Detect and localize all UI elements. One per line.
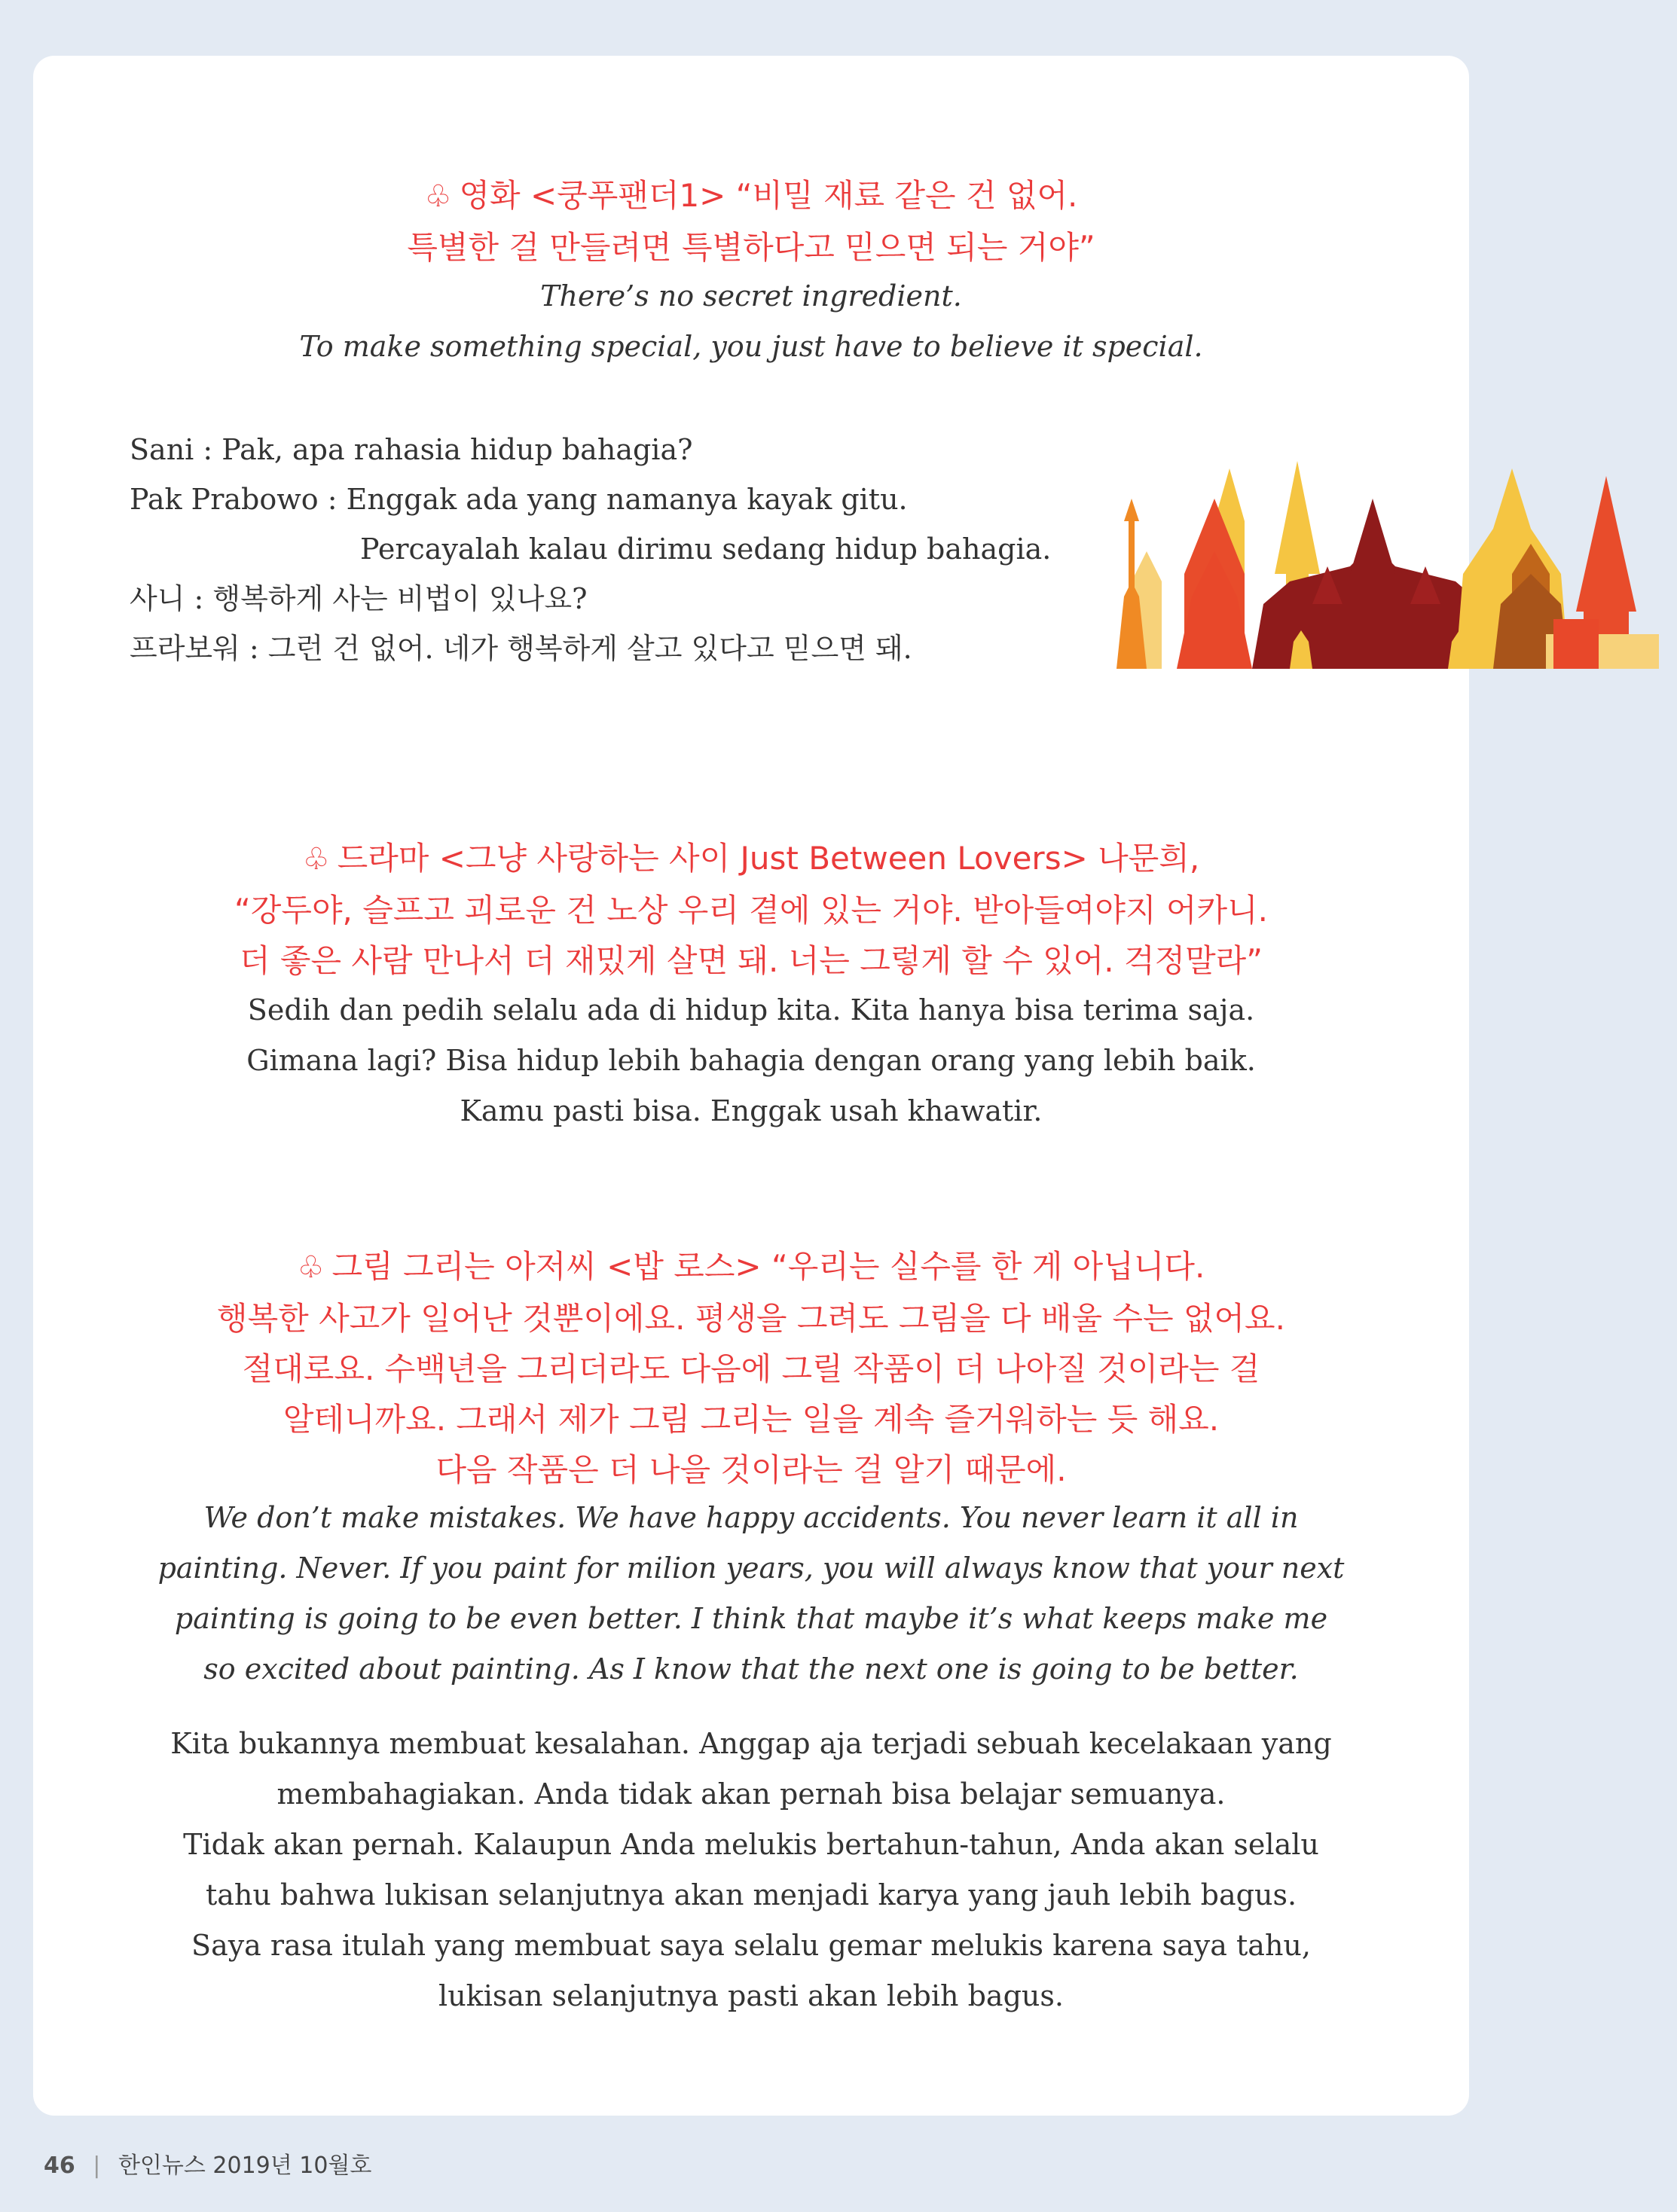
drama-korean-quote	[33, 833, 1469, 986]
bobross-korean-line: 행복한 사고가 일어난 것뿐이에요. 평생을 그려도 그림을 다 배울 수는 없어요.	[217, 1300, 1285, 1337]
page-card	[33, 56, 1469, 2116]
kungfu-korean-line-2: 특별한 걸 만들려면 특별하다고 믿으면 되는 거야”	[407, 229, 1095, 266]
bobross-korean-line: 알테니까요. 그래서 제가 그림 그리는 일을 계속 즐거워하는 듯 해요.	[283, 1401, 1220, 1438]
drama-korean-line-2: “강두야, 슬프고 괴로운 건 노상 우리 곁에 있는 거야. 받아들여야지 어카니.	[234, 892, 1268, 929]
bobross-korean-line-1: 그림 그리는 아저씨 <밥 로스> “우리는 실수를 한 게 아닙니다.	[331, 1248, 1205, 1285]
kungfu-english-quote	[33, 271, 1469, 372]
club-icon: ♧	[302, 842, 330, 877]
page-footer	[44, 2146, 371, 2180]
dialogue-line: Pak Prabowo : Enggak ada yang namanya kayak gitu.	[130, 483, 908, 516]
kungfu-korean-quote	[33, 170, 1469, 273]
publication-title: 한인뉴스 2019년 10월호	[118, 2153, 372, 2179]
dialogue-line: 프라보워 : 그런 건 없어. 네가 행복하게 살고 있다고 믿으면 돼.	[130, 632, 912, 665]
bobross-english-line: so excited about painting. As I know that the next one is going to be better.	[203, 1652, 1299, 1686]
bobross-english-line: painting is going to be even better. I think that maybe it’s what keeps make me	[174, 1602, 1328, 1635]
kungfu-english-line-1: There’s no secret ingredient.	[540, 279, 962, 313]
bobross-indonesian-line: Saya rasa itulah yang membuat saya selalu gemar melukis karena saya tahu,	[191, 1929, 1311, 1962]
bobross-korean-line: 절대로요. 수백년을 그리더라도 다음에 그릴 작품이 더 나아질 것이라는 걸	[242, 1350, 1260, 1387]
bobross-indonesian-line: membahagiakan. Anda tidak akan pernah bisa belajar semuanya.	[276, 1777, 1226, 1811]
dialogue-line: 사니 : 행복하게 사는 비법이 있나요?	[130, 582, 588, 615]
footer-separator: |	[93, 2153, 101, 2179]
bobross-english-quote	[33, 1493, 1469, 1695]
drama-indonesian-line: Kamu pasti bisa. Enggak usah khawatir.	[460, 1094, 1043, 1127]
page-number: 46	[44, 2153, 75, 2179]
dialogue-line: Sani : Pak, apa rahasia hidup bahagia?	[130, 433, 693, 466]
bobross-indonesian-line: tahu bahwa lukisan selanjutnya akan menjadi karya yang jauh lebih bagus.	[205, 1878, 1297, 1911]
temple-skyline-icon	[1101, 461, 1659, 669]
bobross-indonesian-line: lukisan selanjutnya pasti akan lebih bagus.	[438, 1979, 1064, 2012]
club-icon: ♧	[297, 1250, 325, 1285]
kungfu-korean-line-1: 영화 <쿵푸팬더1> “비밀 재료 같은 건 없어.	[459, 177, 1078, 214]
dialogue-line: Percayalah kalau dirimu sedang hidup bahagia.	[360, 532, 1052, 566]
drama-korean-line-3: 더 좋은 사람 만나서 더 재밌게 살면 돼. 너는 그렇게 할 수 있어. 걱정말라”	[239, 942, 1263, 979]
club-icon: ♧	[424, 179, 452, 214]
drama-indonesian-line: Gimana lagi? Bisa hidup lebih bahagia dengan orang yang lebih baik.	[246, 1044, 1256, 1077]
bobross-indonesian-line: Kita bukannya membuat kesalahan. Anggap aja terjadi sebuah kecelakaan yang	[170, 1727, 1332, 1760]
drama-indonesian-line: Sedih dan pedih selalu ada di hidup kita. Kita hanya bisa terima saja.	[247, 993, 1255, 1027]
bobross-indonesian-line: Tidak akan pernah. Kalaupun Anda melukis bertahun-tahun, Anda akan selalu	[183, 1828, 1319, 1861]
dialogue-block	[130, 425, 1051, 673]
drama-korean-line-1: 드라마 <그냥 사랑하는 사이 Just Between Lovers> 나문희,	[337, 840, 1200, 877]
bobross-english-line: We don’t make mistakes. We have happy accidents. You never learn it all in	[203, 1501, 1299, 1534]
drama-indonesian-quote	[33, 985, 1469, 1137]
bobross-indonesian-quote	[33, 1719, 1469, 2021]
kungfu-english-line-2: To make something special, you just have to believe it special.	[299, 330, 1203, 363]
bobross-korean-line: 다음 작품은 더 나을 것이라는 걸 알기 때문에.	[435, 1451, 1067, 1488]
bobross-korean-quote	[33, 1241, 1469, 1495]
bobross-english-line: painting. Never. If you paint for milion years, you will always know that your next	[157, 1551, 1345, 1585]
